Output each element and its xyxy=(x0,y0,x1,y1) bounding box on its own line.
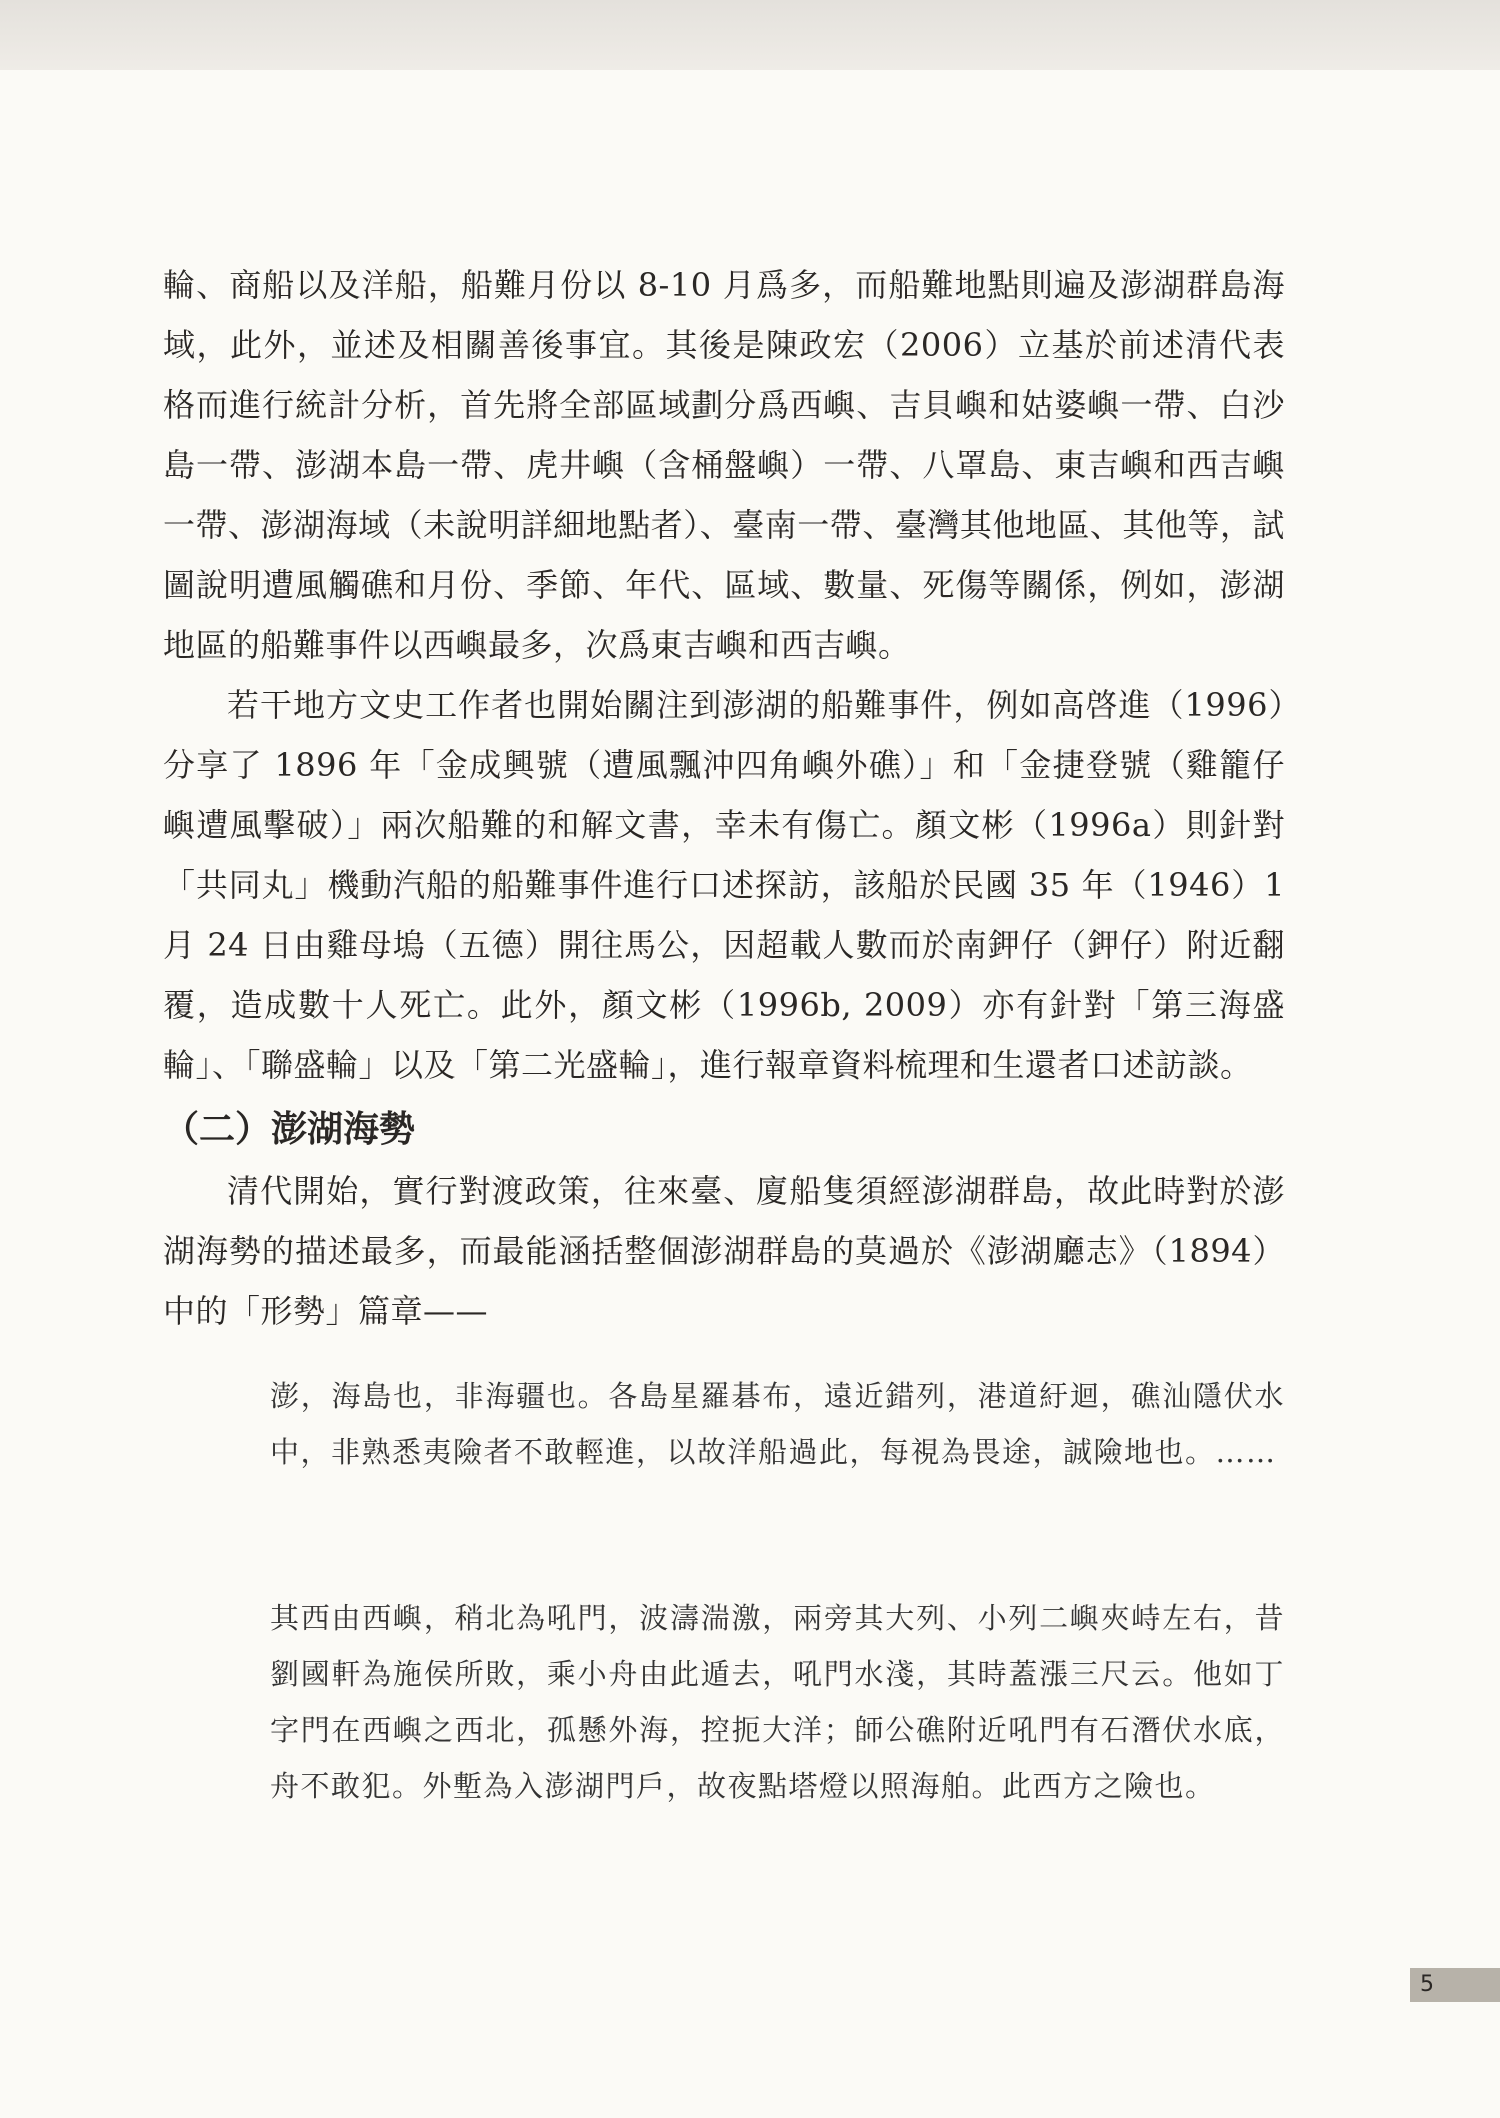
section-heading: （二）澎湖海勢 xyxy=(163,1109,416,1150)
page-number: 5 xyxy=(1410,1968,1500,2002)
paragraph-3: 清代開始，實行對渡政策，往來臺、廈船隻須經澎湖群島，故此時對於澎湖海勢的描述最多，而最能涵括整個澎湖群島的莫過於《澎湖廳志》（1894）中的「形勢」篇章—— xyxy=(163,1172,1285,1330)
paragraph-1: 輪、商船以及洋船，船難月份以 8-10 月爲多，而船難地點則遍及澎湖群島海域，此外，並述及相關善後事宜。其後是陳政宏（2006）立基於前述清代表格而進行統計分析，首先將全部區域劃分爲西嶼、吉貝嶼和姑婆嶼一帶、白沙島一帶、澎湖本島一帶、虎井嶼（含桶盤嶼）一帶、八罩島、東吉嶼和西吉嶼一帶、澎湖海域（未說明詳細地點者）、臺南一帶、臺灣其他地區、其他等，試圖說明遭風觸礁和月份、季節、年代、區域、數量、死傷等關係，例如，澎湖地區的船難事件以西嶼最多，次爲東吉嶼和西吉嶼。 xyxy=(163,266,1285,664)
quote-block-2 xyxy=(270,1590,1285,1814)
quote-block-1 xyxy=(270,1368,1285,1480)
main-text xyxy=(163,255,1285,1341)
quote-text-2: 其西由西嶼，稍北為吼門，波濤湍激，兩旁其大列、小列二嶼夾峙左右，昔劉國軒為施侯所敗，乘小舟由此遁去，吼門水淺，其時蓋漲三尺云。他如丁字門在西嶼之西北，孤懸外海，控扼大洋；師公礁附近吼門有石潛伏水底，舟不敢犯。外塹為入澎湖門戶，故夜點塔燈以照海舶。此西方之險也。 xyxy=(270,1601,1285,1803)
quote-text-1: 澎，海島也，非海疆也。各島星羅碁布，遠近錯列，港道紆迴，礁汕隱伏水中，非熟悉夷險者不敢輕進，以故洋船過此，每視為畏途，誠險地也。…… xyxy=(270,1379,1285,1469)
page-top-band xyxy=(0,0,1500,70)
paragraph-2: 若干地方文史工作者也開始關注到澎湖的船難事件，例如高啓進（1996）分享了 1896 年「金成興號（遭風飄沖四角嶼外礁）」和「金捷登號（雞籠仔嶼遭風擊破）」兩次船難的和解文書，幸未有傷亡。顏文彬（1996a）則針對「共同丸」機動汽船的船難事件進行口述探訪，該船於民國 35 年（1946）1 月 24 日由雞母塢（五德）開往馬公，因超載人數而於南鉀仔（鉀仔）附近翻覆，造成數十人死亡。此外，顏文彬（1996b, 2009）亦有針對「第三海盛輪」、「聯盛輪」以及「第二光盛輪」，進行報章資料梳理和生還者口述訪談。 xyxy=(163,686,1285,1084)
